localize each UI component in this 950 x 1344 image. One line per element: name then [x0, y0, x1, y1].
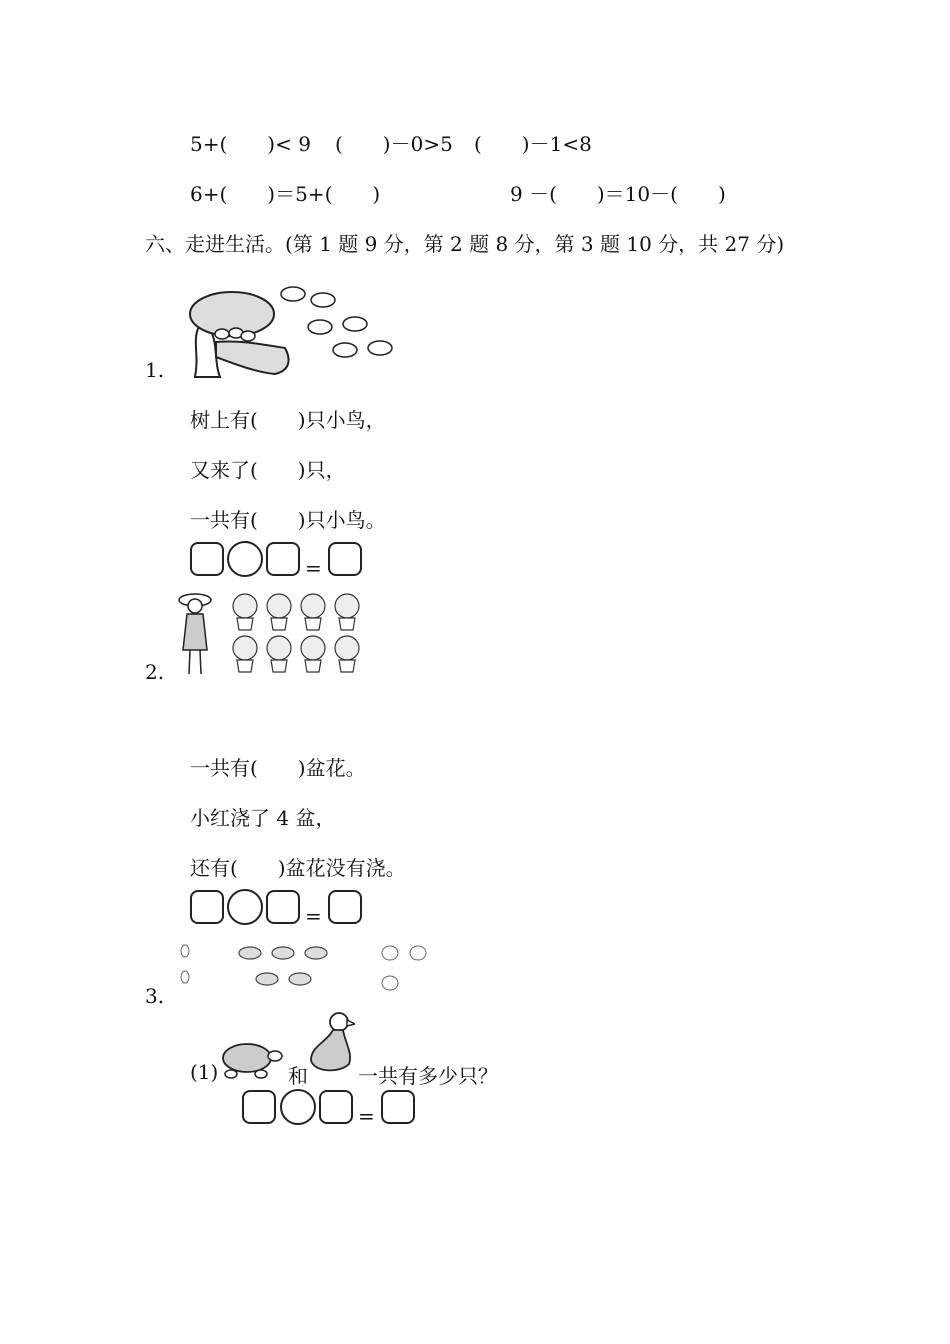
q2-line-3: 还有( )盆花没有浇。 [190, 856, 406, 880]
q2-equals-sign: = [305, 904, 322, 928]
q1-line-2: 又来了( )只， [190, 458, 346, 482]
equation-4: 6+( )＝5+( ) [190, 182, 381, 206]
q3-sub1-and: 和 [288, 1064, 308, 1088]
turtle-icon [215, 1036, 287, 1082]
q3-box-result[interactable] [381, 1090, 415, 1124]
q3-box-2[interactable] [319, 1090, 353, 1124]
q1-operator-circle[interactable] [227, 541, 263, 577]
q1-box-result[interactable] [328, 542, 362, 576]
equation-5: 9 －( )＝10－( ) [510, 182, 726, 206]
q3-sub1-prefix: (1) [190, 1060, 219, 1084]
tree-birds-illustration [180, 282, 405, 382]
q2-box-result[interactable] [328, 890, 362, 924]
q1-equals-sign: = [305, 556, 322, 580]
girl-flowers-illustration [175, 588, 370, 680]
section-title: 六、走进生活。(第 1 题 9 分，第 2 题 8 分，第 3 题 10 分，共 27 分) [145, 232, 785, 256]
q2-box-1[interactable] [190, 890, 224, 924]
q2-line-2: 小红浇了 4 盆， [190, 806, 336, 830]
question-3-number: 3. [145, 984, 165, 1008]
q3-operator-circle[interactable] [280, 1089, 316, 1125]
question-1-number: 1. [145, 358, 165, 382]
q1-line-3: 一共有( )只小鸟。 [190, 508, 386, 532]
equation-3: ( )－1<8 [474, 132, 592, 156]
q3-equals-sign: = [358, 1104, 375, 1128]
q3-sub1-question: 一共有多少只？ [358, 1064, 498, 1088]
turtles-ducks-illustration [175, 937, 435, 1001]
q2-operator-circle[interactable] [227, 889, 263, 925]
question-2-number: 2. [145, 660, 165, 684]
q3-box-1[interactable] [242, 1090, 276, 1124]
q1-box-2[interactable] [266, 542, 300, 576]
q1-box-1[interactable] [190, 542, 224, 576]
equation-1: 5+( )< 9 [190, 132, 311, 156]
q1-line-1: 树上有( )只小鸟， [190, 408, 386, 432]
duck-icon [305, 1010, 355, 1080]
q2-line-1: 一共有( )盆花。 [190, 756, 366, 780]
q2-box-2[interactable] [266, 890, 300, 924]
equation-2: ( )－0>5 [335, 132, 453, 156]
